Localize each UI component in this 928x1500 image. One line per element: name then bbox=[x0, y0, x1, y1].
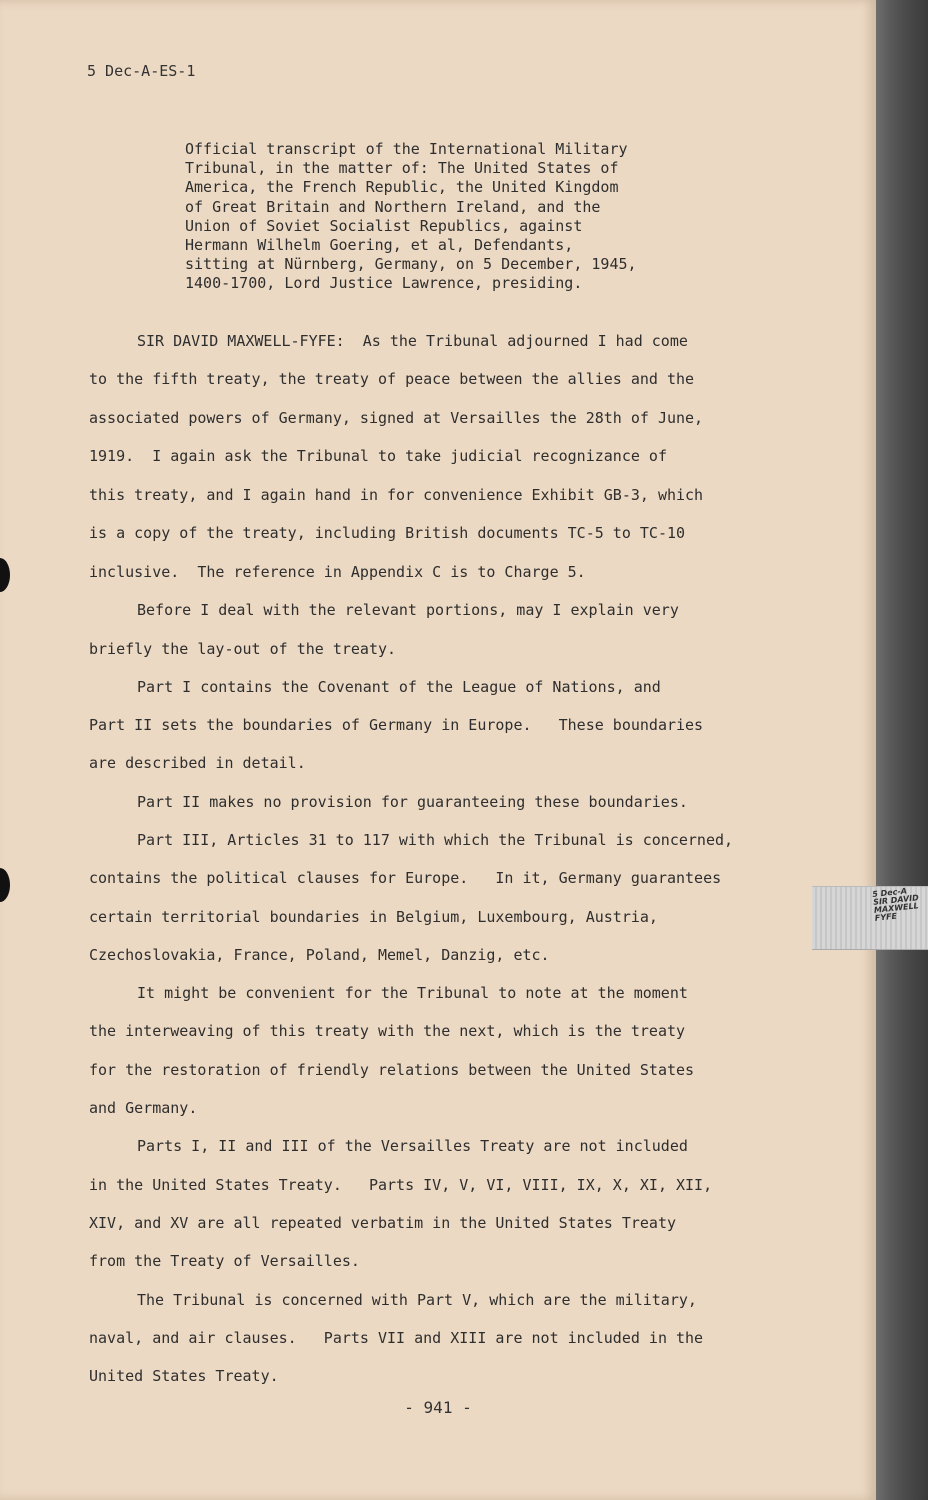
body-line: from the Treaty of Versailles. bbox=[89, 1252, 360, 1270]
body-line: Part II makes no provision for guaranteeing these boundaries. bbox=[137, 793, 688, 811]
body-line: are described in detail. bbox=[89, 754, 306, 772]
body-line: The Tribunal is concerned with Part V, which are the military, bbox=[137, 1291, 697, 1309]
body-line: Parts I, II and III of the Versailles Treaty are not included bbox=[137, 1137, 688, 1155]
binder-spine bbox=[876, 0, 928, 1500]
transcript-caption: Official transcript of the International Military Tribunal, in the matter of: The United States of America, the French Republic, the United Kingdom of Great Britain and Northern Ireland, and the Union of Soviet Socialist Republics, against Hermann Wilhelm Goering, et al, Defendants, sitting at Nürnberg, Germany, on 5 December, 1945, 1400-1700, Lord Justice Lawrence, presiding. bbox=[185, 140, 637, 293]
punch-hole bbox=[0, 558, 10, 592]
document-reference: 5 Dec-A-ES-1 bbox=[87, 62, 196, 80]
body-line: the interweaving of this treaty with the next, which is the treaty bbox=[89, 1022, 686, 1040]
page-number: - 941 - bbox=[404, 1398, 472, 1417]
body-line: contains the political clauses for Europe. In it, Germany guarantees bbox=[89, 869, 722, 887]
body-line: certain territorial boundaries in Belgium, Luxembourg, Austria, bbox=[89, 908, 658, 926]
index-tab-label: 5 Dec-A SIR DAVID MAXWELL FYFE bbox=[871, 886, 920, 923]
body-line: XIV, and XV are all repeated verbatim in the United States Treaty bbox=[89, 1214, 676, 1232]
body-line: is a copy of the treaty, including British documents TC-5 to TC-10 bbox=[89, 524, 686, 542]
body-line: Part I contains the Covenant of the League of Nations, and bbox=[137, 678, 661, 696]
body-line: associated powers of Germany, signed at Versailles the 28th of June, bbox=[89, 409, 704, 427]
body-line: briefly the lay-out of the treaty. bbox=[89, 640, 397, 658]
punch-hole bbox=[0, 868, 10, 902]
index-tab bbox=[812, 886, 928, 950]
body-line: Czechoslovakia, France, Poland, Memel, Danzig, etc. bbox=[89, 946, 550, 964]
body-line: this treaty, and I again hand in for convenience Exhibit GB-3, which bbox=[89, 486, 704, 504]
body-line: 1919. I again ask the Tribunal to take judicial recognizance of bbox=[89, 447, 667, 465]
body-line: naval, and air clauses. Parts VII and XIII are not included in the bbox=[89, 1329, 704, 1347]
body-line: United States Treaty. bbox=[89, 1367, 279, 1385]
body-line: Part III, Articles 31 to 117 with which the Tribunal is concerned, bbox=[137, 831, 734, 849]
body-line: for the restoration of friendly relations between the United States bbox=[89, 1061, 695, 1079]
body-line: SIR DAVID MAXWELL-FYFE: As the Tribunal adjourned I had come bbox=[137, 332, 688, 350]
body-line: to the fifth treaty, the treaty of peace between the allies and the bbox=[89, 370, 695, 388]
body-line: inclusive. The reference in Appendix C is to Charge 5. bbox=[89, 563, 586, 581]
body-line: in the United States Treaty. Parts IV, V, VI, VIII, IX, X, XI, XII, bbox=[89, 1176, 713, 1194]
body-line: It might be convenient for the Tribunal to note at the moment bbox=[137, 984, 688, 1002]
body-line: Part II sets the boundaries of Germany in Europe. These boundaries bbox=[89, 716, 704, 734]
body-line: Before I deal with the relevant portions, may I explain very bbox=[137, 601, 679, 619]
body-line: and Germany. bbox=[89, 1099, 198, 1117]
